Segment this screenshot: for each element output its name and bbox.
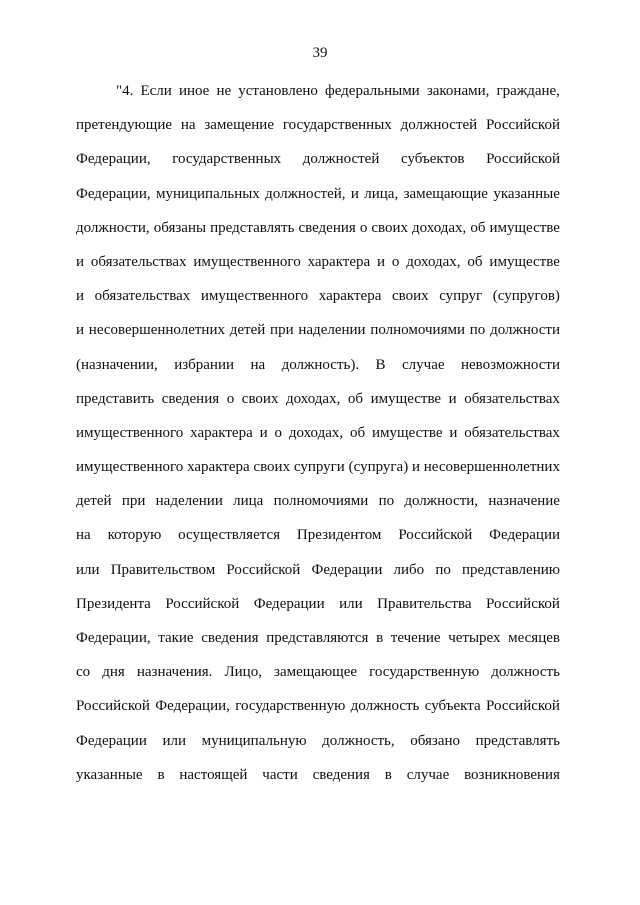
word: Российской: [486, 151, 560, 168]
word: о: [226, 390, 235, 407]
text-line: [76, 518, 560, 552]
text-line: [76, 108, 560, 142]
word: Лицо,: [224, 664, 262, 681]
word: Федерации: [489, 527, 560, 544]
word: сведения: [161, 390, 220, 407]
word: (назначении,: [76, 356, 158, 373]
word: Российской: [76, 698, 150, 715]
body-paragraph: [76, 74, 560, 792]
word: на: [180, 117, 196, 134]
word: доходах,: [286, 390, 341, 407]
word: представлять: [210, 219, 295, 236]
word: (супругов): [492, 288, 560, 305]
word: супруги: [293, 459, 345, 476]
word: такие: [158, 630, 194, 646]
word: характера: [190, 424, 253, 441]
word: полномочиями: [273, 493, 369, 510]
word: иное: [178, 83, 210, 99]
word: и: [76, 322, 85, 339]
word: о: [274, 424, 282, 441]
word: доходах,: [288, 424, 344, 441]
word: Федерации: [311, 561, 383, 578]
word: или: [76, 561, 100, 578]
word: назначения.: [136, 664, 213, 681]
word: характера: [187, 459, 250, 476]
text-line: [76, 416, 560, 450]
word: которую: [107, 527, 162, 544]
word: должностей: [302, 151, 380, 168]
word: Федерации,: [76, 151, 151, 168]
word: сведения: [298, 219, 356, 236]
word: по: [469, 322, 486, 339]
word: возникновения: [464, 766, 560, 783]
word: В: [375, 356, 386, 373]
text-line: [76, 689, 560, 723]
word: имущественного: [76, 424, 184, 441]
text-line: [76, 382, 560, 416]
word: осуществляется: [178, 527, 281, 544]
word: имущественного: [76, 459, 184, 476]
word: государственных: [172, 151, 282, 168]
text-line: [76, 587, 560, 621]
text-line: [76, 450, 560, 484]
word: или: [162, 732, 186, 749]
word: об: [467, 253, 483, 270]
word: об: [347, 390, 364, 407]
word: Федерации,: [76, 630, 151, 646]
word: Правительством: [110, 561, 216, 578]
text-line: [76, 724, 560, 758]
word: лица,: [364, 185, 399, 202]
word: и: [76, 288, 85, 305]
word: детей: [229, 322, 266, 339]
text-line: [76, 758, 560, 792]
word: настоящей: [179, 766, 248, 783]
word: либо: [393, 561, 425, 578]
word: Российской: [486, 117, 560, 134]
word: представлению: [462, 561, 560, 578]
word: претендующие: [76, 117, 172, 134]
word: и: [350, 185, 359, 202]
text-line: [76, 74, 560, 108]
word: Федерации: [76, 732, 147, 749]
word: указанные: [493, 185, 560, 202]
word: "4.: [116, 83, 134, 99]
word: представить: [76, 390, 155, 407]
word: случае: [402, 356, 445, 373]
text-line: [76, 348, 560, 382]
word: невозможности: [460, 356, 560, 373]
word: должности,: [76, 219, 150, 236]
word: на: [76, 527, 91, 544]
word: при: [270, 322, 294, 339]
word: обязано: [410, 732, 461, 749]
word: доходах,: [412, 219, 467, 236]
word: и: [76, 253, 85, 270]
word: обязательствах: [464, 390, 560, 407]
word: обязательствах: [94, 288, 191, 305]
word: Федерации: [253, 595, 325, 612]
word: должность: [350, 698, 420, 715]
word: дня: [102, 664, 125, 681]
word: или: [339, 595, 363, 612]
word: при: [121, 493, 146, 510]
word: не: [216, 83, 232, 99]
word: обязательствах: [90, 253, 187, 270]
word: государственную: [369, 664, 480, 681]
word: в: [384, 766, 392, 783]
word: муниципальную: [201, 732, 307, 749]
word: своих: [371, 219, 408, 236]
word: федеральными: [325, 83, 420, 99]
word: субъекта: [424, 698, 481, 715]
text-line: [76, 655, 560, 689]
word: должности,: [404, 493, 479, 510]
word: четырех: [448, 630, 501, 646]
text-line: [76, 211, 560, 245]
word: несовершеннолетних: [423, 459, 560, 476]
word: муниципальных: [155, 185, 260, 202]
word: Президентом: [296, 527, 382, 544]
word: несовершеннолетних: [88, 322, 225, 339]
word: обязательствах: [464, 424, 560, 441]
word: представляются: [266, 630, 369, 646]
word: сведения: [312, 766, 370, 783]
word: месяцев: [508, 630, 560, 646]
word: и: [411, 459, 420, 476]
word: части: [262, 766, 298, 783]
word: представлять: [475, 732, 560, 749]
text-line: [76, 177, 560, 211]
word: Правительства: [377, 595, 472, 612]
text-line: [76, 313, 560, 347]
word: замещающие: [403, 185, 488, 202]
word: полномочиями: [370, 322, 465, 339]
word: сведения: [201, 630, 259, 646]
word: супруг: [439, 288, 483, 305]
word: обязаны: [153, 219, 207, 236]
word: должностей: [400, 117, 478, 134]
word: имущественного: [193, 253, 301, 270]
word: государственную: [235, 698, 346, 715]
word: должность,: [322, 732, 395, 749]
word: об: [350, 424, 366, 441]
word: имуществе: [489, 253, 560, 270]
word: указанные: [76, 766, 143, 783]
word: детей: [76, 493, 112, 510]
word: и: [259, 424, 268, 441]
word: в: [157, 766, 165, 783]
text-line: [76, 621, 560, 655]
word: и: [449, 424, 458, 441]
word: имуществе: [489, 219, 560, 236]
word: о: [359, 219, 368, 236]
word: имуществе: [370, 390, 442, 407]
word: установлено: [238, 83, 318, 99]
word: избрании: [174, 356, 235, 373]
word: об: [470, 219, 486, 236]
page-number: 39: [312, 45, 328, 61]
word: должность).: [281, 356, 360, 373]
word: граждане,: [496, 83, 560, 99]
word: Федерации,: [76, 185, 151, 202]
word: характера: [307, 253, 371, 270]
word: должности: [490, 322, 560, 339]
word: государственных: [282, 117, 392, 134]
text-line: [76, 553, 560, 587]
word: замещение: [204, 117, 274, 134]
word: имуществе: [372, 424, 443, 441]
word: своих: [241, 390, 279, 407]
word: Федерации,: [155, 698, 230, 715]
word: и: [448, 390, 457, 407]
text-line: [76, 142, 560, 176]
word: по: [435, 561, 451, 578]
word: в: [376, 630, 384, 646]
word: Российской: [486, 698, 560, 715]
word: о: [391, 253, 400, 270]
word: лица: [233, 493, 264, 510]
word: наделении: [155, 493, 223, 510]
word: замещающее: [274, 664, 358, 681]
word: назначение: [488, 493, 560, 510]
word: должность: [491, 664, 560, 681]
word: субъектов: [400, 151, 465, 168]
word: Российской: [398, 527, 473, 544]
word: своих: [391, 288, 429, 305]
text-line: [76, 279, 560, 313]
word: по: [378, 493, 395, 510]
word: случае: [406, 766, 450, 783]
word: на: [250, 356, 266, 373]
word: и: [377, 253, 386, 270]
text-line: [76, 484, 560, 518]
text-line: [76, 245, 560, 279]
word: Президента: [76, 595, 151, 612]
word: характера: [318, 288, 382, 305]
word: должностей,: [265, 185, 346, 202]
word: доходах,: [406, 253, 461, 270]
word: законами,: [426, 83, 490, 99]
word: (супруга): [348, 459, 409, 476]
word: своих: [253, 459, 291, 476]
word: со: [76, 664, 91, 681]
word: Если: [140, 83, 172, 99]
word: Российской: [165, 595, 240, 612]
word: Российской: [226, 561, 301, 578]
word: Российской: [486, 595, 560, 612]
word: течение: [390, 630, 441, 646]
word: имущественного: [200, 288, 309, 305]
word: наделении: [298, 322, 366, 339]
